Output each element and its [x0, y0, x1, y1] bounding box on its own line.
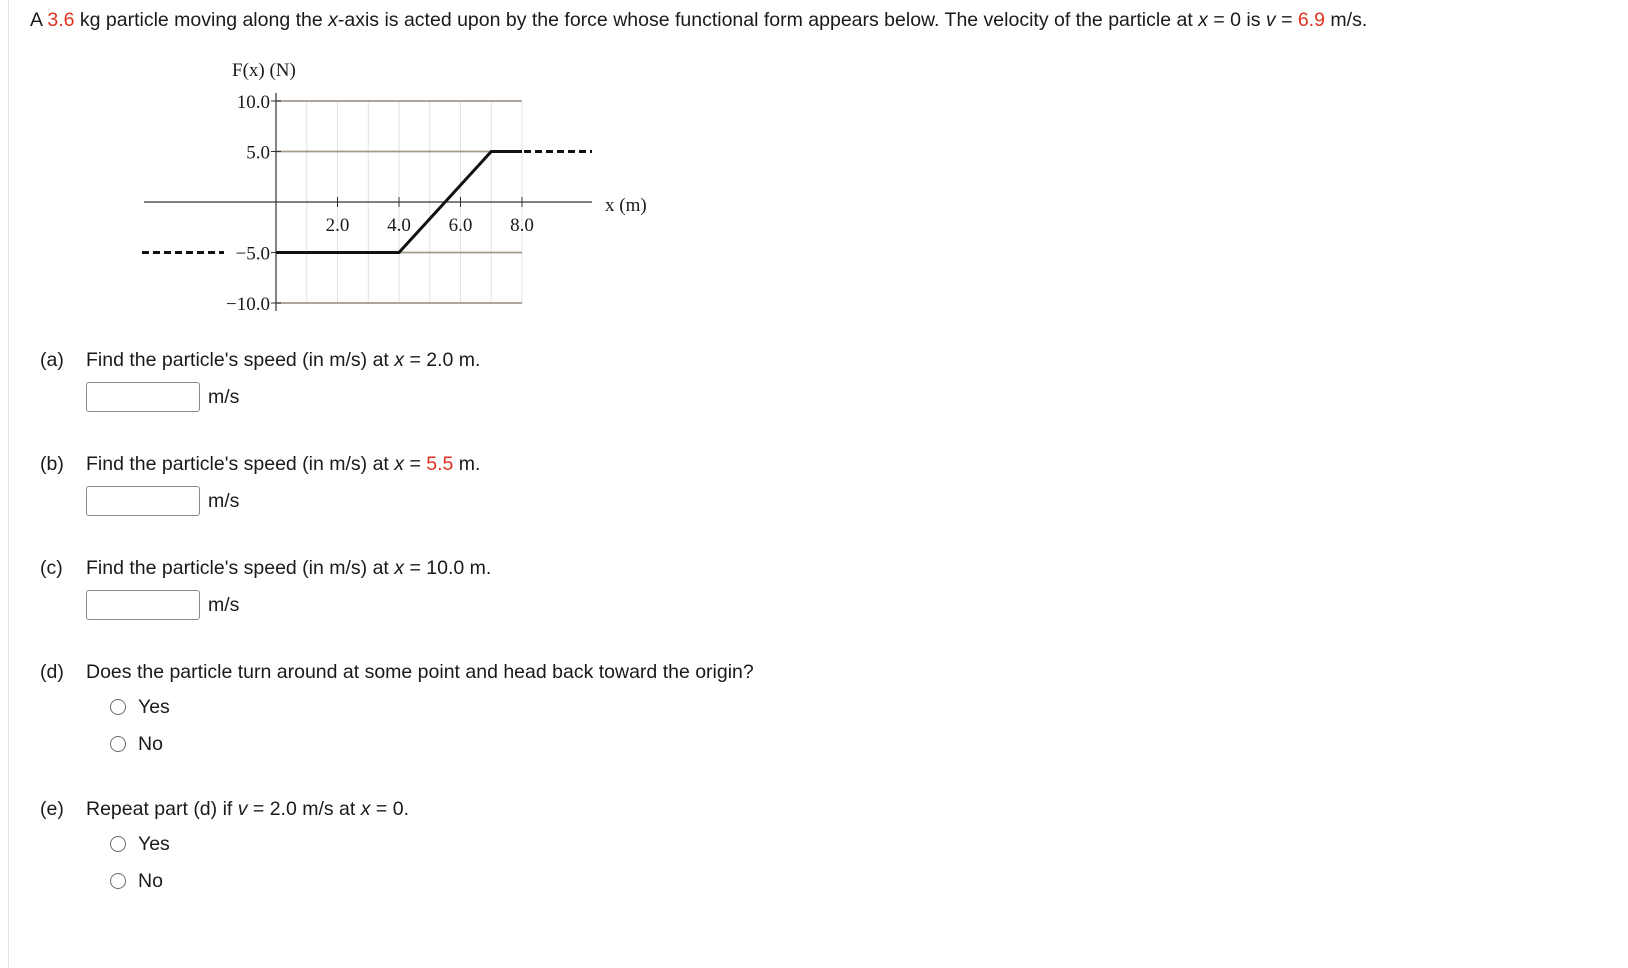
part-d-option-no[interactable]: No [110, 731, 163, 757]
y-tick-label: 5.0 [246, 142, 270, 164]
y-tick-label: −5.0 [235, 243, 270, 265]
left-border [8, 0, 9, 968]
part-e-option-yes[interactable]: Yes [110, 831, 170, 857]
y-tick-label: 10.0 [236, 92, 270, 113]
radio-icon[interactable] [110, 736, 126, 752]
radio-icon[interactable] [110, 699, 126, 715]
mass-value: 3.6 [47, 9, 75, 31]
y-tick-label: −10.0 [226, 294, 270, 315]
part-b-question: (b) Find the particle's speed (in m/s) at x = 5.5 m. [40, 453, 481, 475]
part-b-answer [86, 485, 239, 517]
part-a-unit: m/s [208, 385, 240, 408]
y-axis-label: F(x) (N) [232, 60, 296, 81]
part-a-question: (a) Find the particle's speed (in m/s) at x = 2.0 m. [40, 349, 481, 371]
part-e-question: (e) Repeat part (d) if v = 2.0 m/s at x = 0. [40, 798, 409, 820]
x-axis-label: x (m) [605, 195, 647, 216]
part-c-question: (c) Find the particle's speed (in m/s) at x = 10.0 m. [40, 557, 492, 579]
part-c-speed-input[interactable] [86, 590, 200, 620]
part-e-option-no[interactable]: No [110, 868, 163, 894]
velocity-value: 6.9 [1297, 9, 1325, 31]
x-tick-label: 6.0 [448, 215, 473, 236]
part-a-speed-input[interactable] [86, 382, 200, 412]
x-tick-label: 8.0 [510, 215, 534, 236]
x-tick-label: 2.0 [325, 215, 350, 236]
radio-icon[interactable] [110, 836, 126, 852]
part-b-speed-input[interactable] [86, 486, 200, 516]
part-b-unit: m/s [208, 489, 240, 512]
force-graph [140, 52, 670, 317]
part-d-option-yes[interactable]: Yes [110, 694, 170, 720]
part-c-answer [86, 589, 239, 621]
radio-icon[interactable] [110, 873, 126, 889]
part-d-question: (d) Does the particle turn around at some point and head back toward the origin? [40, 661, 754, 683]
part-a-answer [86, 381, 239, 413]
part-c-unit: m/s [208, 593, 240, 616]
x-tick-label: 4.0 [387, 215, 411, 236]
problem-statement: A 3.6 kg particle moving along the x-axis is acted upon by the force whose functional form appears below. The velocity of the particle at x = 0 is v = 6.9 m/s. [30, 9, 1368, 31]
